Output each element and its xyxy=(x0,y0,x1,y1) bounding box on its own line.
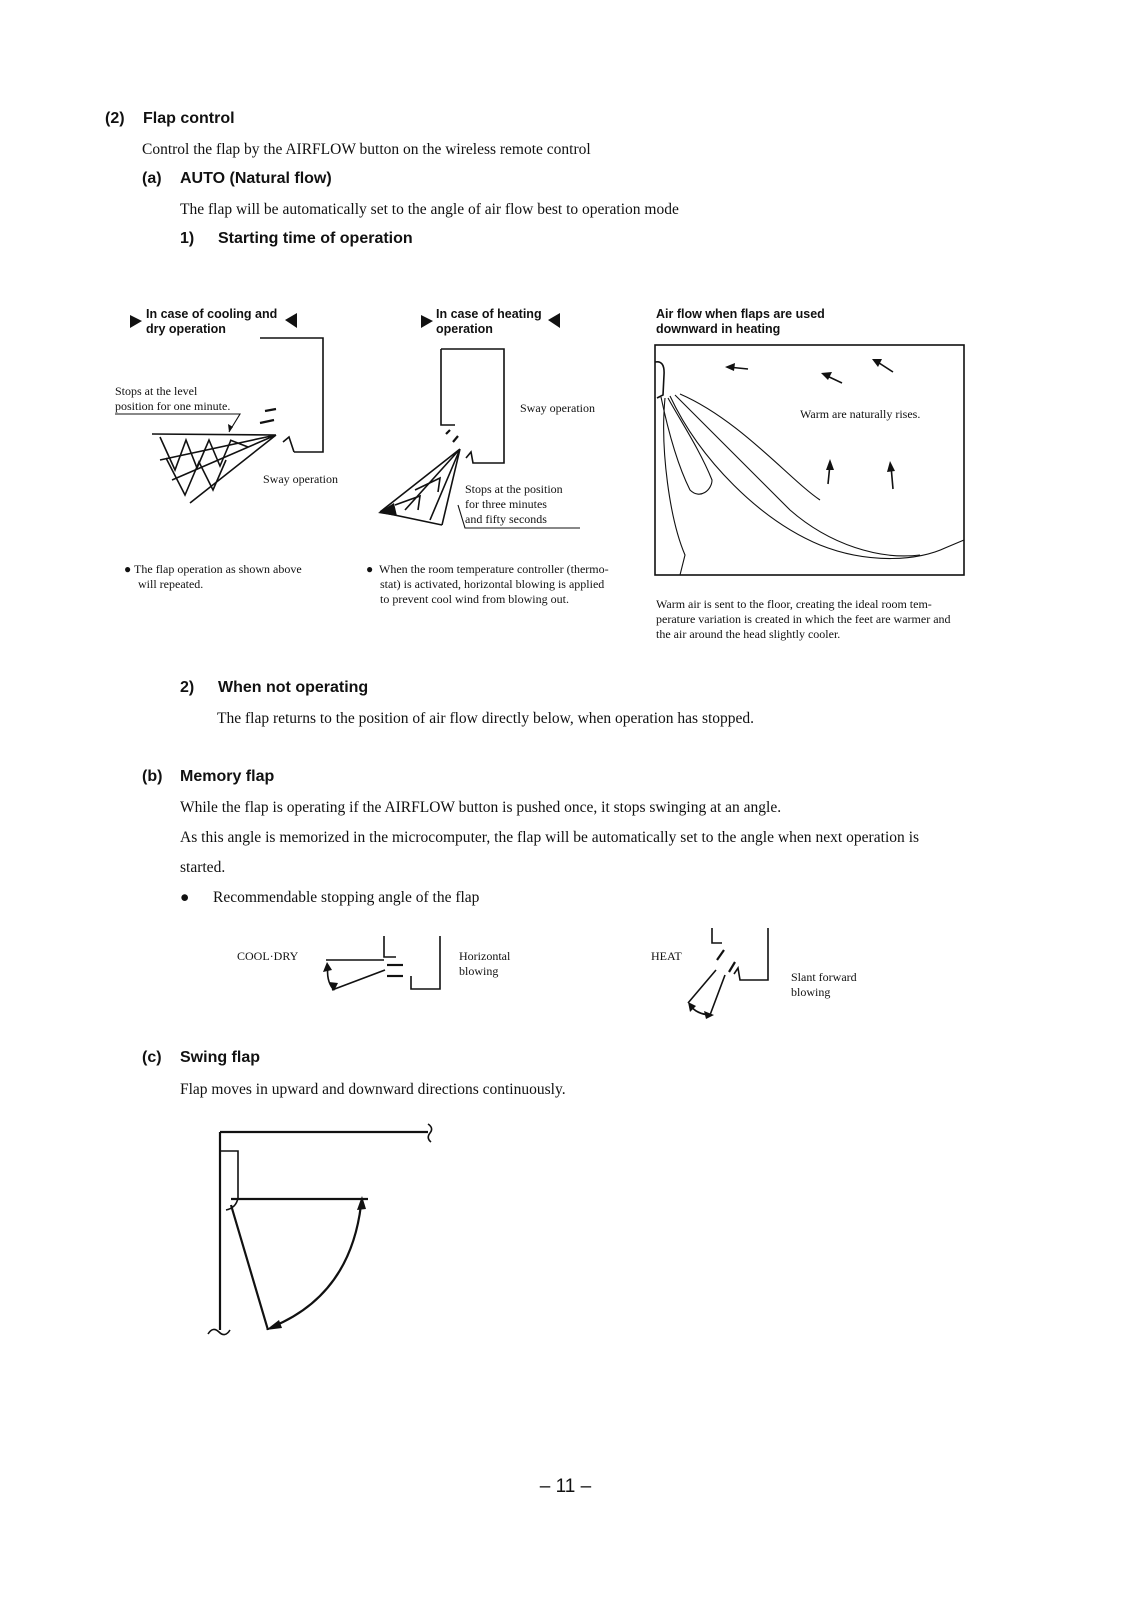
item1-title: Starting time of operation xyxy=(218,230,413,247)
slant-forward-label: Slant forward blowing xyxy=(791,970,857,999)
subsection-c-text: Flap moves in upward and downward directions continuously. xyxy=(180,1081,566,1098)
section-intro: Control the flap by the AIRFLOW button on the wireless remote control xyxy=(142,141,591,158)
heat-label: HEAT xyxy=(651,949,682,963)
subsection-b-letter: (b) xyxy=(142,768,163,785)
airflow-inner-label: Warm are naturally rises. xyxy=(800,407,921,421)
heating-sway-label: Sway operation xyxy=(520,401,595,415)
airflow-caption: Warm air is sent to the floor, creating the ideal room tem- perature variation is created in which the feet are warmer and the air around the head slightly cooler. xyxy=(656,597,951,641)
bullet-icon: ● xyxy=(124,562,135,576)
subsection-b-title: Memory flap xyxy=(180,768,275,785)
subsection-c-title: Swing flap xyxy=(180,1049,260,1066)
arrow-icon xyxy=(266,1320,282,1330)
unit-outline xyxy=(220,1151,238,1210)
heating-title: In case of heating operation xyxy=(436,307,542,336)
flap-down-line xyxy=(231,1205,268,1330)
memory-text-line2: As this angle is memorized in the microcomputer, the flap will be automatically set to the angle when next operation is xyxy=(180,829,920,846)
bullet-icon: ● xyxy=(180,889,190,906)
cooling-stop-label: Stops at the level position for one minute. xyxy=(115,384,231,413)
cooling-note: ● The flap operation as shown above will repeated. xyxy=(124,562,302,591)
swing-arc xyxy=(272,1205,361,1327)
subsection-a-text: The flap will be automatically set to the angle of air flow best to operation mode xyxy=(180,201,679,218)
airflow-title: Air flow when flaps are used downward in heating xyxy=(656,307,825,336)
bullet-icon: ● xyxy=(366,562,380,576)
section-title: Flap control xyxy=(143,110,235,127)
page-number: – 11 – xyxy=(539,1476,592,1497)
cool-dry-label: COOL·DRY xyxy=(237,949,299,963)
item2-number: 2) xyxy=(180,679,195,696)
horizontal-blowing-label: Horizontal blowing xyxy=(459,949,511,978)
heating-note: ● When the room temperature controller (thermo- stat) is activated, horizontal blowing is applied to prevent cool wind from blowing out. xyxy=(366,562,609,606)
memory-text-line3: started. xyxy=(180,859,226,876)
item2-text: The flap returns to the position of air flow directly below, when operation has stopped. xyxy=(217,710,755,727)
memory-text-line1: While the flap is operating if the AIRFLOW button is pushed once, it stops swinging at an angle. xyxy=(180,799,782,816)
heating-stop-label: Stops at the position for three minutes and fifty seconds xyxy=(465,482,563,526)
cooling-title: In case of cooling and dry operation xyxy=(146,307,278,336)
cooling-sway-label: Sway operation xyxy=(263,472,338,486)
section-number: (2) xyxy=(105,110,125,127)
subsection-a-letter: (a) xyxy=(142,170,162,187)
subsection-a-title: AUTO (Natural flow) xyxy=(180,170,332,187)
item2-title: When not operating xyxy=(218,679,369,696)
memory-bullet: ● Recommendable stopping angle of the flap xyxy=(180,889,480,906)
break-mark xyxy=(428,1124,432,1142)
subsection-c-letter: (c) xyxy=(142,1049,162,1066)
break-mark xyxy=(208,1329,230,1334)
item1-number: 1) xyxy=(180,230,195,247)
